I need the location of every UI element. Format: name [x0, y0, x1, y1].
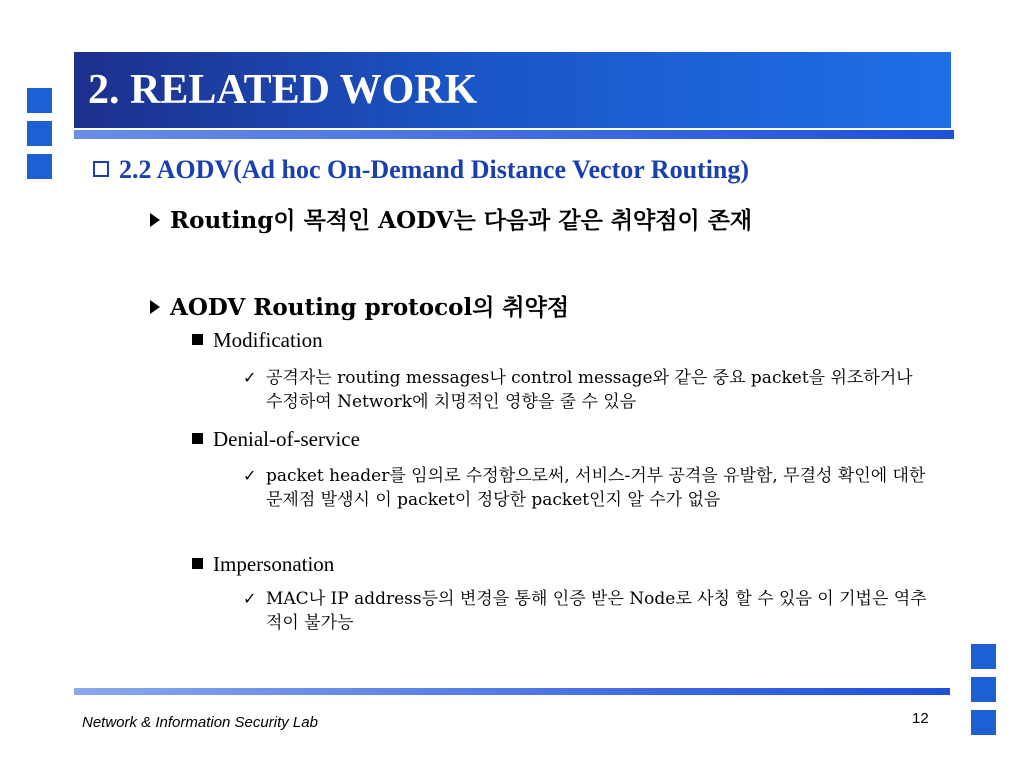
detail-text: packet header를 임의로 수정함으로써, 서비스-거부 공격을 유발함, 무결성 확인에 대한 문제점 발생시 이 packet이 정당한 packet인지 알 수가 없음 [266, 466, 926, 510]
decor-square-top-2 [27, 121, 52, 146]
item-denial-of-service [192, 427, 360, 452]
checkmark-icon: ✓ [243, 589, 257, 608]
filled-square-bullet-icon [192, 334, 203, 345]
square-bullet-icon [93, 161, 109, 177]
triangle-bullet-icon [150, 213, 160, 227]
footer-line [74, 688, 950, 695]
slide-title: 2. RELATED WORK [88, 67, 478, 113]
decor-square-top-3 [27, 154, 52, 179]
bullet-aodv-protocol-vulnerabilities [150, 289, 569, 322]
checkmark-icon: ✓ [243, 368, 257, 387]
triangle-bullet-icon [150, 300, 160, 314]
detail-text: MAC나 IP address등의 변경을 통해 인증 받은 Node로 사칭 할 수 있음 이 기법은 역추적이 불가능 [266, 589, 927, 633]
checkmark-icon: ✓ [243, 466, 257, 485]
bullet-text: Routing이 목적인 AODV는 다음과 같은 취약점이 존재 [170, 207, 753, 234]
decor-square-bottom-1 [971, 644, 996, 669]
page-number: 12 [912, 710, 929, 727]
bullet-routing-vulnerabilities [150, 202, 752, 235]
decor-square-top-1 [27, 88, 52, 113]
footer-lab-name: Network & Information Security Lab [82, 714, 318, 731]
filled-square-bullet-icon [192, 558, 203, 569]
title-underline [74, 130, 954, 139]
section-heading-row [93, 155, 749, 185]
item-label: Impersonation [213, 552, 335, 576]
filled-square-bullet-icon [192, 433, 203, 444]
item-label: Modification [213, 328, 323, 352]
decor-square-bottom-3 [971, 710, 996, 735]
detail-impersonation [243, 587, 933, 635]
item-label: Denial-of-service [213, 427, 360, 451]
bullet-text: AODV Routing protocol의 취약점 [170, 294, 570, 321]
detail-modification [243, 366, 933, 414]
detail-text: 공격자는 routing messages나 control message와 같은 중요 packet을 위조하거나 수정하여 Network에 치명적인 영향을 줄 수 있음 [266, 368, 913, 412]
section-heading: 2.2 AODV(Ad hoc On-Demand Distance Vector Routing) [119, 155, 750, 184]
title-bar [74, 52, 951, 128]
item-impersonation [192, 552, 334, 577]
item-modification [192, 328, 323, 353]
detail-denial-of-service [243, 464, 933, 512]
decor-square-bottom-2 [971, 677, 996, 702]
